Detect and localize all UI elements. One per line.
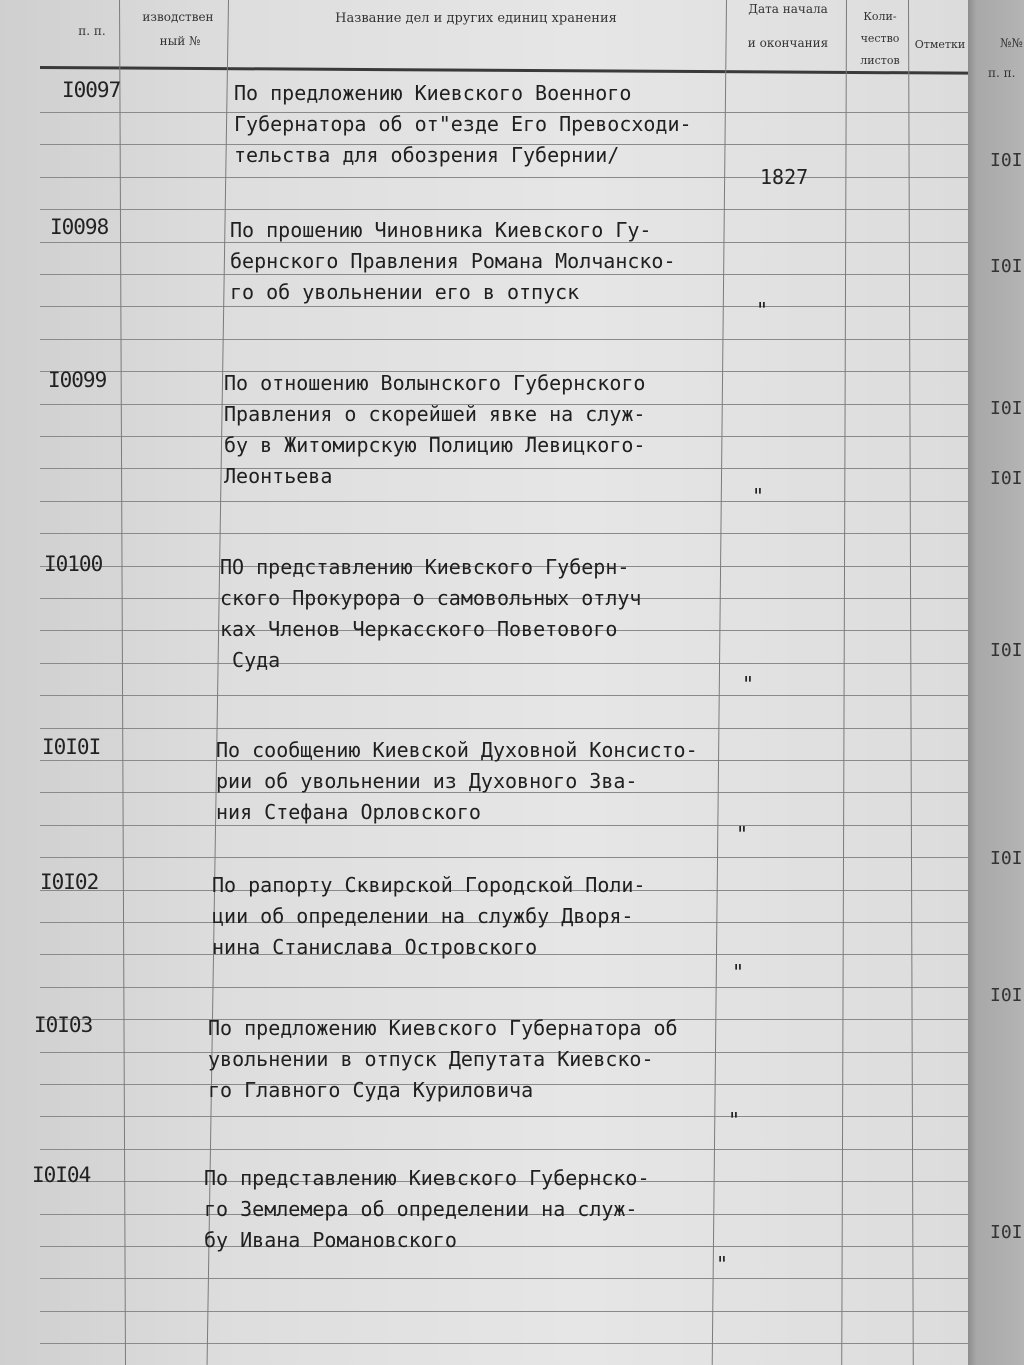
next-page-edge xyxy=(968,0,1024,1365)
header-count-line2: чество xyxy=(860,32,900,45)
column-line xyxy=(119,0,126,1365)
record-title-line: По сообщению Киевской Духовной Консисто- xyxy=(216,738,698,762)
header-date-line1: Дата начала xyxy=(748,2,828,16)
header-prod-line1: изводствен xyxy=(142,10,214,24)
record-date: " xyxy=(728,1108,741,1132)
column-line xyxy=(908,0,914,1365)
header-count-line3: листов xyxy=(860,54,900,67)
record-title-line: го Землемера об определении на служ- xyxy=(204,1197,638,1221)
next-page-number: I0I xyxy=(990,640,1023,661)
next-page-number: I0I xyxy=(990,398,1023,419)
record-title-line: Леонтьева xyxy=(224,464,333,488)
record-title-line: Губернатора об от"езде Его Превосходи- xyxy=(234,112,692,136)
record-date: " xyxy=(756,298,769,322)
column-line xyxy=(712,0,727,1365)
record-number: I0100 xyxy=(44,552,103,576)
record-title-line: Суда xyxy=(220,648,281,672)
record-date: 1827 xyxy=(760,165,809,189)
record-title-line: нина Станислава Островского xyxy=(212,935,538,959)
ruled-line xyxy=(40,663,968,664)
record-title-line: го Главного Суда Куриловича xyxy=(208,1078,534,1102)
header-count-line1: Коли- xyxy=(863,10,897,23)
header-title: Название дел и других единиц хранения xyxy=(335,11,617,26)
record-title-line: бу в Житомирскую Полицию Левицкого- xyxy=(224,433,646,457)
record-number: I0097 xyxy=(62,78,121,102)
ruled-line xyxy=(40,1343,968,1344)
record-title-line: По предложению Киевского Губернатора об xyxy=(208,1016,678,1040)
record-title-line: По прошению Чиновника Киевского Гу- xyxy=(230,218,652,242)
next-page-number: I0I xyxy=(990,468,1023,489)
record-title-line: бернского Правления Романа Молчанско- xyxy=(230,249,676,273)
record-title-line: ПО представлению Киевского Губерн- xyxy=(220,555,630,579)
next-page-number: I0I xyxy=(990,256,1023,277)
record-number: I0I02 xyxy=(40,870,99,894)
record-title-line: увольнении в отпуск Депутата Киевско- xyxy=(208,1047,654,1071)
record-title-line: ции об определении на службу Дворя- xyxy=(212,904,634,928)
record-title-line: По представлению Киевского Губернско- xyxy=(204,1166,650,1190)
ruled-line xyxy=(40,1278,968,1279)
record-date: " xyxy=(716,1252,729,1276)
header-prod-line2: ный № xyxy=(159,34,201,48)
record-title-line: По рапорту Сквирской Городской Поли- xyxy=(212,873,646,897)
record-date: " xyxy=(742,672,755,696)
record-title-line: ния Стефана Орловского xyxy=(216,800,481,824)
column-line xyxy=(207,0,229,1365)
record-title-line: тельства для обозрения Губернии/ xyxy=(234,143,620,167)
ruled-line xyxy=(40,533,968,534)
header-num-line2: п. п. xyxy=(78,24,106,38)
record-title-line: Правления о скорейшей явке на служ- xyxy=(224,402,646,426)
record-title-line: рии об увольнении из Духовного Зва- xyxy=(216,769,638,793)
ruled-line xyxy=(40,209,968,210)
next-page-number: I0I xyxy=(990,150,1023,171)
next-page-number: I0I xyxy=(990,1222,1023,1243)
column-line xyxy=(841,0,847,1365)
record-title-line: го об увольнении его в отпуск xyxy=(230,280,580,304)
record-date: " xyxy=(752,484,765,508)
ruled-line xyxy=(40,695,968,696)
ruled-line xyxy=(40,468,968,469)
record-number: I0I0I xyxy=(42,735,101,759)
ruled-line xyxy=(40,825,968,826)
header-separator xyxy=(40,66,968,75)
header-date-line2: и окончания xyxy=(747,36,829,50)
ruled-line xyxy=(40,987,968,988)
next-page-header-line1: №№ xyxy=(1000,36,1023,50)
next-page-header-line2: п. п. xyxy=(988,66,1016,80)
record-date: " xyxy=(732,960,745,984)
ruled-line xyxy=(40,728,968,729)
ruled-line xyxy=(40,177,968,178)
ruled-line xyxy=(40,1246,968,1247)
record-title-line: По предложению Киевского Военного xyxy=(234,81,632,105)
record-number: I0I04 xyxy=(32,1163,91,1187)
record-title-line: По отношению Волынского Губернского xyxy=(224,371,646,395)
record-date: " xyxy=(736,822,749,846)
ruled-line xyxy=(40,1116,968,1117)
record-title-line: ках Членов Черкасского Поветового xyxy=(220,617,618,641)
record-number: I0I03 xyxy=(34,1013,93,1037)
record-title-line: ского Прокурора о самовольных отлуч xyxy=(220,586,642,610)
record-number: I0099 xyxy=(48,368,107,392)
next-page-number: I0I xyxy=(990,985,1023,1006)
next-page-number: I0I xyxy=(990,848,1023,869)
record-number: I0098 xyxy=(50,215,109,239)
ruled-line xyxy=(40,1149,968,1150)
ruled-line xyxy=(40,1311,968,1312)
record-title-line: бу Ивана Романовского xyxy=(204,1228,457,1252)
ruled-line xyxy=(40,339,968,340)
ruled-line xyxy=(40,501,968,502)
ruled-line xyxy=(40,857,968,858)
header-notes: Отметки xyxy=(914,38,966,51)
